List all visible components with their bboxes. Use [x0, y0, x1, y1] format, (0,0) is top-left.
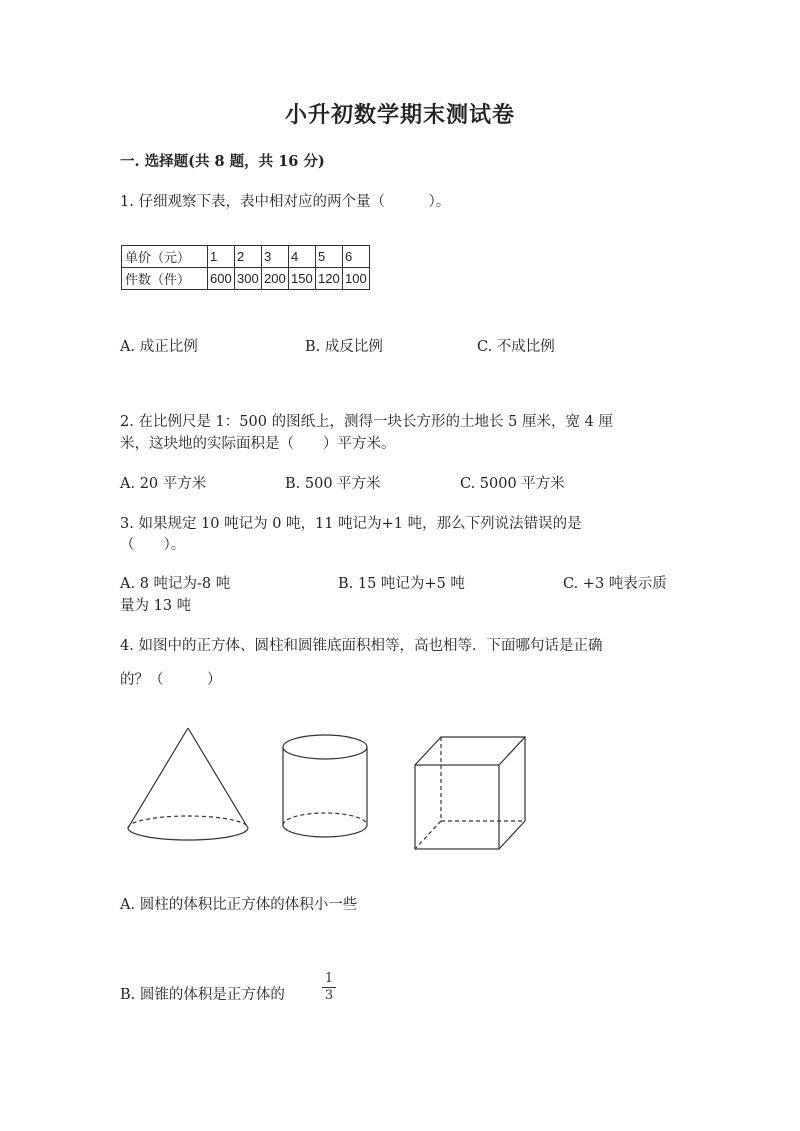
- cube-figure: [410, 730, 535, 855]
- table-cell: 120: [316, 268, 343, 290]
- q3-option-c-continued: 量为 13 吨: [120, 598, 192, 614]
- q1-option-a[interactable]: A. 成正比例: [120, 339, 198, 355]
- table-cell: 200: [262, 268, 289, 290]
- table-cell: 100: [343, 268, 370, 290]
- section-heading: 一. 选择题(共 8 题，共 16 分): [120, 153, 325, 170]
- fraction-numerator: 1: [324, 971, 334, 986]
- question-3-line2: （ ）。: [120, 537, 186, 553]
- table-cell: 6: [343, 246, 370, 268]
- fraction-denominator: 3: [324, 988, 334, 1003]
- question-1-text: 1. 仔细观察下表，表中相对应的两个量（ ）。: [120, 194, 451, 210]
- fraction-one-third: [322, 972, 336, 1003]
- q1-option-c[interactable]: C. 不成比例: [477, 339, 555, 355]
- q2-option-c[interactable]: C. 5000 平方米: [460, 476, 565, 492]
- table-cell: 600: [208, 268, 235, 290]
- table-cell: 3: [262, 246, 289, 268]
- q2-option-a[interactable]: A. 20 平方米: [120, 476, 207, 492]
- q4-option-b[interactable]: B. 圆锥的体积是正方体的: [120, 987, 285, 1003]
- page-title: 小升初数学期末测试卷: [284, 102, 515, 128]
- table-header-price: 单价（元）: [122, 246, 208, 268]
- question-2-line2: 米，这块地的实际面积是（ ）平方米。: [120, 436, 396, 452]
- question-4-line2: 的？（ ）: [120, 672, 222, 688]
- table-cell: 5: [316, 246, 343, 268]
- table-cell: 2: [235, 246, 262, 268]
- q4-option-a[interactable]: A. 圆柱的体积比正方体的体积小一些: [120, 897, 358, 913]
- table-row: [122, 268, 370, 290]
- price-quantity-table: [121, 245, 370, 290]
- q3-option-b[interactable]: B. 15 吨记为+5 吨: [338, 576, 465, 592]
- table-cell: 1: [208, 246, 235, 268]
- q3-option-c[interactable]: C. +3 吨表示质: [563, 576, 667, 592]
- cylinder-figure: [275, 730, 375, 850]
- cone-figure: [120, 718, 260, 848]
- table-header-quantity: 件数（件）: [122, 268, 208, 290]
- table-cell: 300: [235, 268, 262, 290]
- table-cell: 150: [289, 268, 316, 290]
- question-3-line1: 3. 如果规定 10 吨记为 0 吨，11 吨记为+1 吨，那么下列说法错误的是: [120, 516, 582, 532]
- question-2-line1: 2. 在比例尺是 1：500 的图纸上，测得一块长方形的土地长 5 厘米，宽 4 厘: [120, 414, 613, 430]
- q2-option-b[interactable]: B. 500 平方米: [285, 476, 381, 492]
- q3-option-a[interactable]: A. 8 吨记为-8 吨: [120, 576, 231, 592]
- table-row: [122, 246, 370, 268]
- question-4-line1: 4. 如图中的正方体、圆柱和圆锥底面积相等，高也相等．下面哪句话是正确: [120, 638, 603, 654]
- q1-option-b[interactable]: B. 成反比例: [305, 339, 383, 355]
- table-cell: 4: [289, 246, 316, 268]
